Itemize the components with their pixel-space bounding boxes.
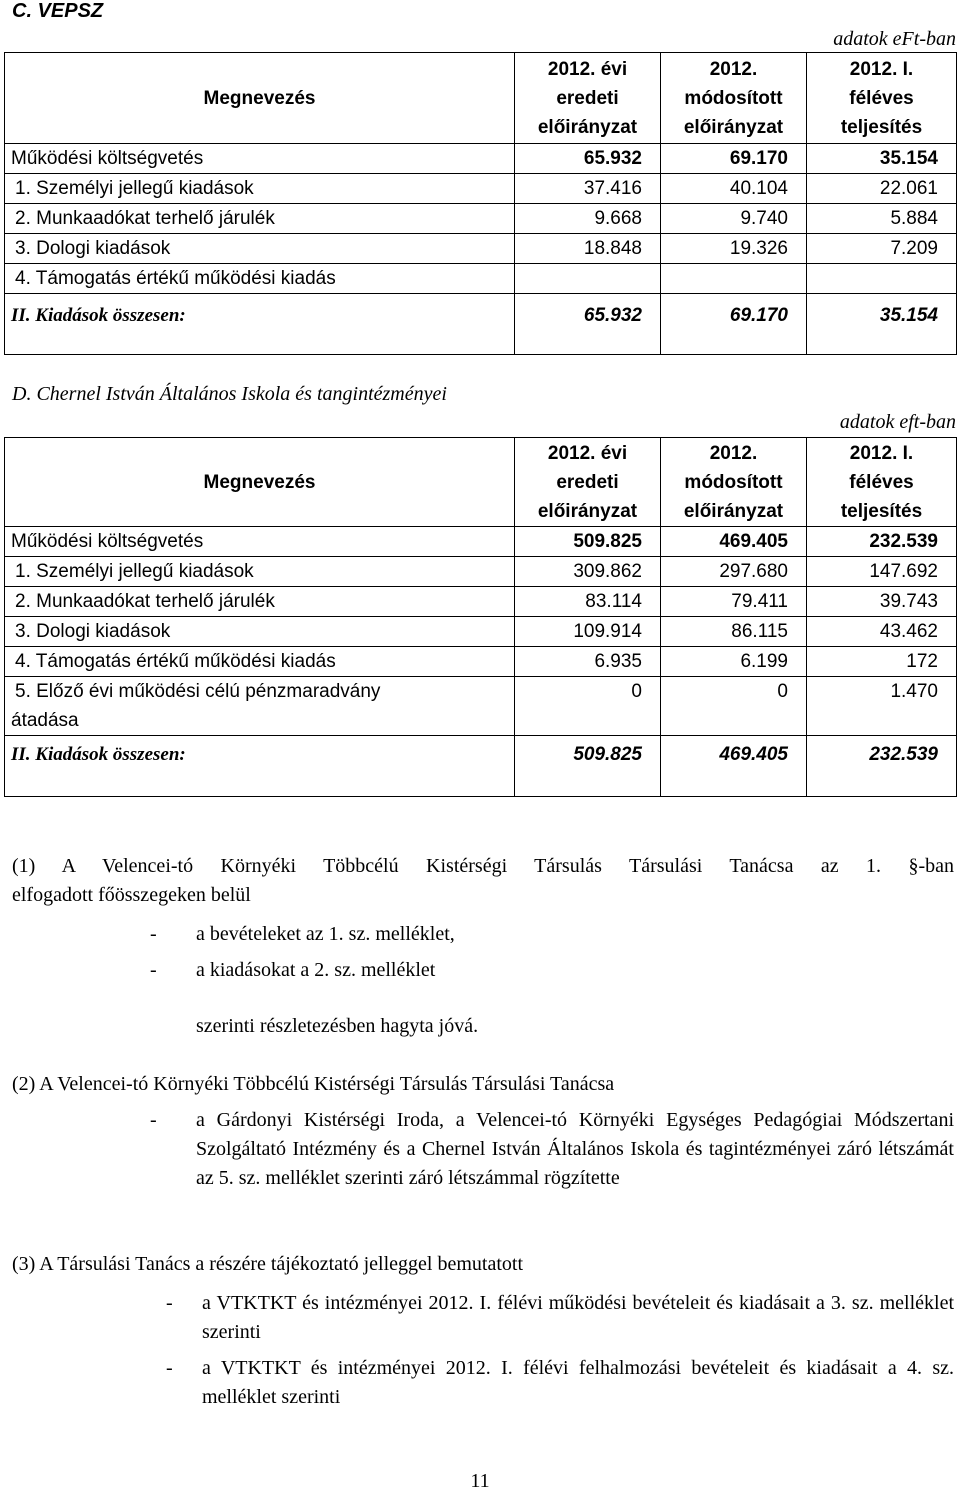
header-megnevezes: Megnevezés	[5, 53, 515, 144]
paragraph-1-tail: szerinti részletezésben hagyta jóvá.	[196, 1015, 479, 1037]
list-item: a VTKTKT és intézményei 2012. I. félévi működési bevételeit és kiadásait a 3. sz. melléklet szerinti	[202, 1292, 954, 1343]
header-col1: 2012. évi eredeti előirányzat	[515, 438, 661, 527]
list-item: a VTKTKT és intézményei 2012. I. félévi felhalmozási bevételeit és kiadásait a 4. sz. melléklet szerinti	[202, 1357, 954, 1408]
table-header-row	[5, 53, 957, 144]
table-row: 3. Dologi kiadások 109.914 86.115 43.462	[5, 617, 957, 647]
list-dash: -	[166, 1357, 173, 1379]
table-row: 2. Munkaadókat terhelő járulék 9.668 9.740 5.884	[5, 204, 957, 234]
paragraph-3-intro: (3) A Társulási Tanács a részére tájékoztató jelleggel bemutatott	[12, 1253, 523, 1275]
header-col2: 2012. módosított előirányzat	[661, 438, 807, 527]
header-megnevezes: Megnevezés	[5, 438, 515, 527]
table-row-total: II. Kiadások összesen: 509.825 469.405 232.539	[5, 736, 957, 797]
paragraph-2-intro: (2) A Velencei-tó Környéki Többcélú Kistérségi Társulás Társulási Tanácsa	[12, 1073, 615, 1095]
section-d-title: D. Chernel István Általános Iskola és tangintézményei	[12, 383, 447, 405]
table-row: 3. Dologi kiadások 18.848 19.326 7.209	[5, 234, 957, 264]
header-col1: 2012. évi eredeti előirányzat	[515, 53, 661, 144]
paragraph-1: (1) A Velencei-tó Környéki Többcélú Kistérségi Társulás Társulási Tanácsa az 1. §-ban elfogadott főösszegeken belül	[12, 855, 954, 906]
table-header-row	[5, 438, 957, 527]
section-d-table	[4, 437, 957, 797]
header-col2: 2012. módosított előirányzat	[661, 53, 807, 144]
list-dash: -	[166, 1292, 173, 1314]
page-number: 11	[470, 1470, 490, 1492]
list-dash: -	[150, 1109, 157, 1131]
header-col3: 2012. I. féléves teljesítés	[807, 53, 957, 144]
list-item: a Gárdonyi Kistérségi Iroda, a Velencei-tó Környéki Egységes Pedagógiai Módszertani Szolgáltató Intézmény és a Chernel István Általános Iskola és tagintézményei záró létszámát az 5. sz. melléklet szerinti záró létszámmal rögzítette	[196, 1109, 954, 1189]
table-row-total: II. Kiadások összesen: 65.932 69.170 35.154	[5, 294, 957, 355]
section-c-unit: adatok eFt-ban	[833, 28, 956, 50]
table-row: 5. Előző évi működési célú pénzmaradvány átadása 0 0 1.470	[5, 677, 957, 736]
section-c-title: C. VEPSZ	[12, 0, 104, 22]
table-row: Működési költségvetés 509.825 469.405 232.539	[5, 527, 957, 557]
list-item: a kiadásokat a 2. sz. melléklet	[196, 959, 436, 981]
table-row: 2. Munkaadókat terhelő járulék 83.114 79.411 39.743	[5, 587, 957, 617]
list-item: a bevételeket az 1. sz. melléklet,	[196, 923, 455, 945]
table-row: 1. Személyi jellegű kiadások 309.862 297.680 147.692	[5, 557, 957, 587]
section-c-table	[4, 52, 957, 355]
table-row: 4. Támogatás értékű működési kiadás	[5, 264, 957, 294]
list-dash: -	[150, 923, 157, 945]
section-d-unit: adatok eft-ban	[839, 411, 956, 433]
header-col3: 2012. I. féléves teljesítés	[807, 438, 957, 527]
table-row: 4. Támogatás értékű működési kiadás 6.935 6.199 172	[5, 647, 957, 677]
table-row: Működési költségvetés 65.932 69.170 35.154	[5, 144, 957, 174]
list-dash: -	[150, 959, 157, 981]
table-row: 1. Személyi jellegű kiadások 37.416 40.104 22.061	[5, 174, 957, 204]
